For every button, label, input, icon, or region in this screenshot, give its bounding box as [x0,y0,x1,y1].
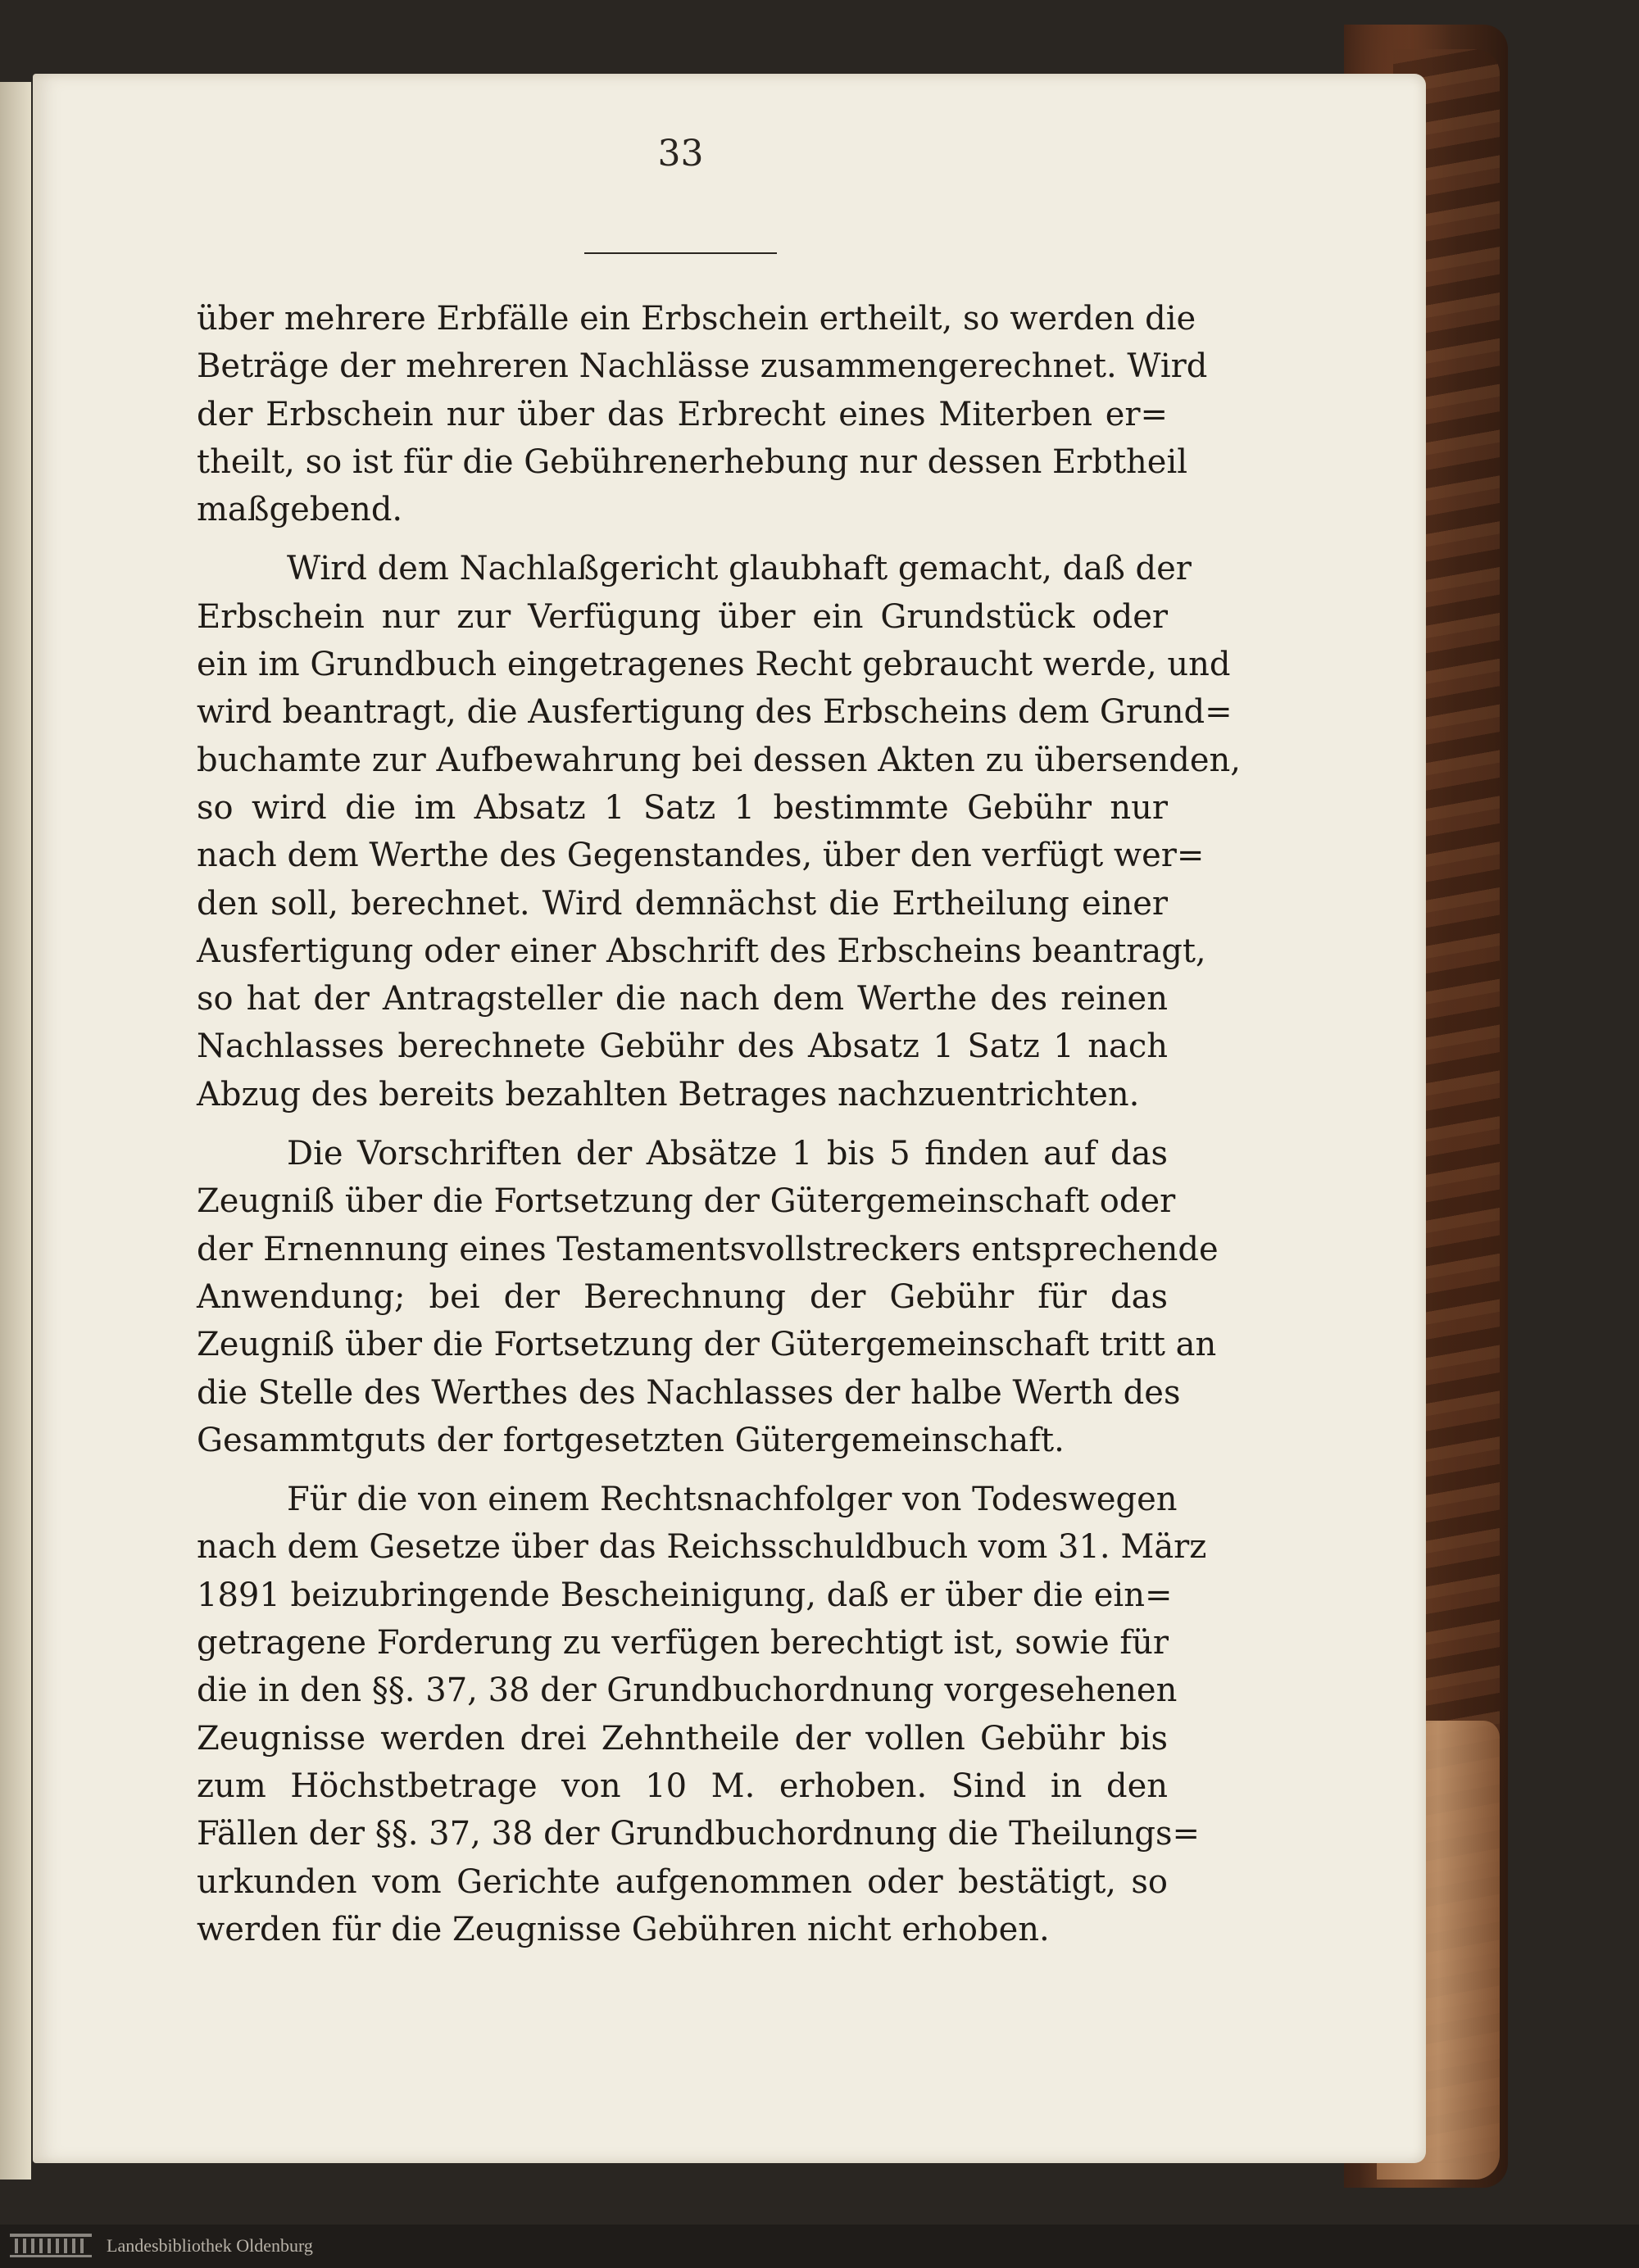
text-line: nach dem Werthe des Gegenstandes, über den verfügt wer= [197,837,1205,875]
paragraph [197,545,1242,1118]
text-line: wird beantragt, die Ausfertigung des Erbscheins dem Grund= [197,693,1233,732]
library-name: Landesbibliothek Oldenburg [107,2235,313,2256]
text-line: so hat der Antragsteller die nach dem Werthe des reinen [197,980,1168,1018]
text-line: Zeugnisse werden drei Zehntheile der vollen Gebühr bis [197,1719,1168,1758]
text-line: getragene Forderung zu verfügen berechtigt ist, sowie für [197,1624,1169,1662]
text-line: die in den §§. 37, 38 der Grundbuchordnung vorgesehenen [197,1672,1178,1710]
body-text [197,295,1242,1953]
text-line: Ausfertigung oder einer Abschrift des Erbscheins beantragt, [197,932,1206,970]
text-line: über mehrere Erbfälle ein Erbschein ertheilt, so werden die [197,300,1196,338]
text-line: Anwendung; bei der Berechnung der Gebühr für das [197,1277,1168,1316]
text-line: Wird dem Nachlaßgericht glaubhaft gemacht, daß der [287,550,1192,588]
text-line: zum Höchstbetrage von 10 M. erhoben. Sind in den [197,1767,1168,1805]
text-line: der Ernennung eines Testamentsvollstreckers entsprechende [197,1230,1219,1268]
text-line: Für die von einem Rechtsnachfolger von Todeswegen [287,1481,1178,1519]
text-line: ein im Grundbuch eingetragenes Recht gebraucht werde, und [197,646,1231,684]
facing-page-edge [0,82,31,2180]
text-line: maßgebend. [197,491,403,529]
text-line: urkunden vom Gerichte aufgenommen oder bestätigt, so [197,1862,1168,1901]
header-rule [584,252,777,254]
text-line: Zeugniß über die Fortsetzung der Gütergemeinschaft oder [197,1182,1176,1221]
library-building-icon [10,2230,92,2261]
page-number: 33 [657,133,704,175]
paragraph [197,295,1208,533]
text-line: buchamte zur Aufbewahrung bei dessen Akten zu übersenden, [197,741,1242,779]
text-line: werden für die Zeugnisse Gebühren nicht erhoben. [197,1910,1050,1948]
paragraph-gap [197,1464,1168,1476]
text-line: Erbschein nur zur Verfügung über ein Grundstück oder [197,597,1168,636]
text-line: Beträge der mehreren Nachlässe zusammengerechnet. Wird [197,347,1208,386]
text-line: Zeugniß über die Fortsetzung der Gütergemeinschaft tritt an [197,1326,1217,1364]
text-line: Abzug des bereits bezahlten Betrages nachzuentrichten. [197,1075,1140,1114]
paragraph-gap [197,533,1168,545]
paragraph [197,1476,1207,1953]
text-line: 1891 beizubringende Bescheinigung, daß er über die ein= [197,1576,1173,1614]
text-line: nach dem Gesetze über das Reichsschuldbuch vom 31. März [197,1528,1207,1567]
paragraph-gap [197,1118,1168,1130]
text-line: Gesammtguts der fortgesetzten Gütergemeinschaft. [197,1421,1065,1459]
text-line: so wird die im Absatz 1 Satz 1 bestimmte Gebühr nur [197,788,1168,827]
text-line: den soll, berechnet. Wird demnächst die Ertheilung einer [197,884,1168,923]
text-line: der Erbschein nur über das Erbrecht eines Miterben er= [197,395,1168,433]
text-line: theilt, so ist für die Gebührenerhebung nur dessen Erbtheil [197,442,1188,481]
text-line: Fällen der §§. 37, 38 der Grundbuchordnung die Theilungs= [197,1815,1201,1853]
text-line: Die Vorschriften der Absätze 1 bis 5 finden auf das [287,1135,1168,1173]
paragraph [197,1130,1219,1464]
text-line: Nachlasses berechnete Gebühr des Absatz 1 Satz 1 nach [197,1027,1168,1066]
text-line: die Stelle des Werthes des Nachlasses der halbe Werth des [197,1373,1181,1412]
